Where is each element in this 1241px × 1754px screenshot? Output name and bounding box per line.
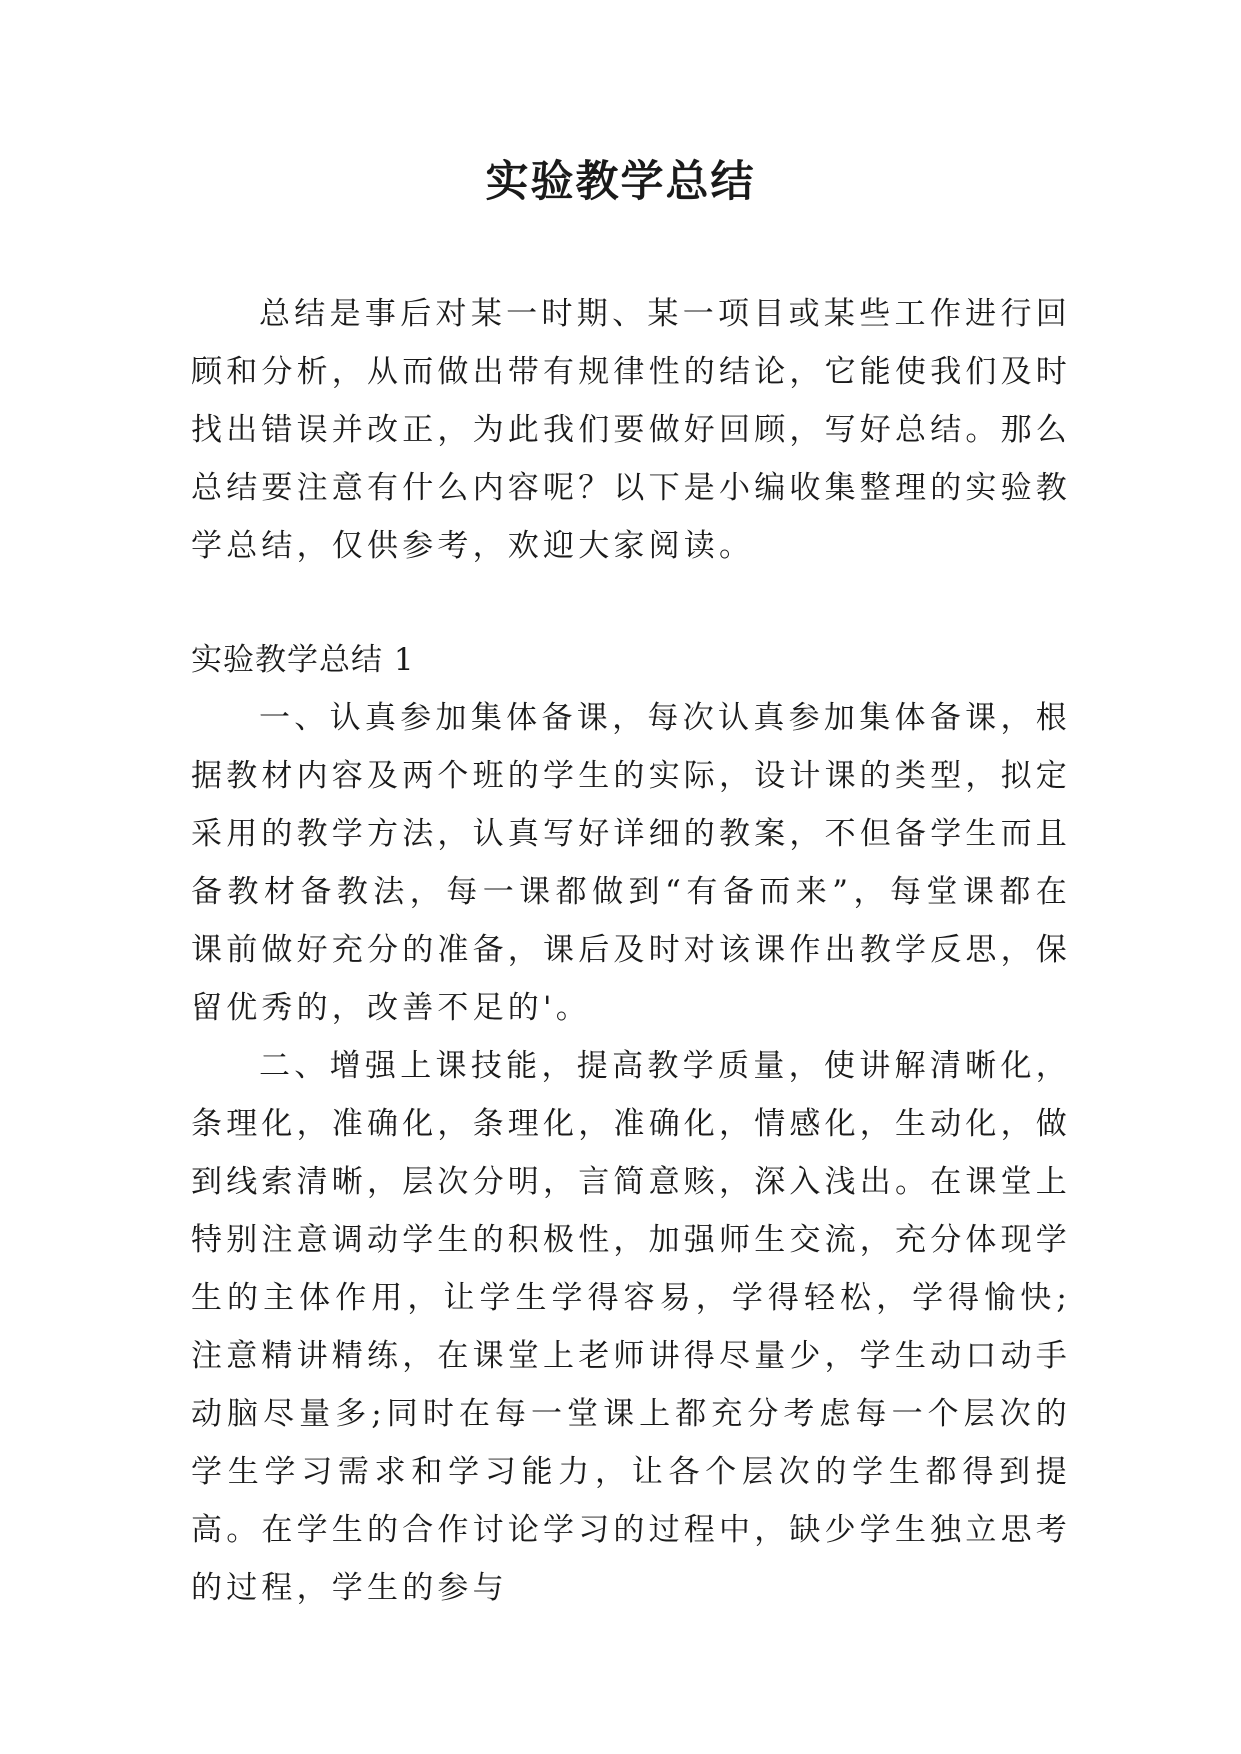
section-heading: 实验教学总结 1 — [191, 642, 415, 678]
intro-paragraph: 总结是事后对某一时期、某一项目或某些工作进行回顾和分析，从而做出带有规律性的结论，它能使我们及时找出错误并改正，为此我们要做好回顾，写好总结。那么总结要注意有什么内容呢？以下是小编收集整理的实验教学总结，仅供参考，欢迎大家阅读。 — [191, 296, 1071, 564]
section-paragraph-1: 一、认真参加集体备课，每次认真参加集体备课，根据教材内容及两个班的学生的实际，设计课的类型，拟定采用的教学方法，认真写好详细的教案，不但备学生而且备教材备教法，每一课都做到“有备而来”，每堂课都在课前做好充分的准备，课后及时对该课作出教学反思，保留优秀的，改善不足的'。 — [191, 700, 1071, 1026]
document-body — [191, 285, 1071, 1617]
section-paragraph-2: 二、增强上课技能，提高教学质量，使讲解清晰化，条理化，准确化，条理化，准确化，情感化，生动化，做到线索清晰，层次分明，言简意赅，深入浅出。在课堂上特别注意调动学生的积极性，加强师生交流，充分体现学生的主体作用，让学生学得容易，学得轻松，学得愉快;注意精讲精练，在课堂上老师讲得尽量少，学生动口动手动脑尽量多;同时在每一堂课上都充分考虑每一个层次的学生学习需求和学习能力，让各个层次的学生都得到提高。在学生的合作讨论学习的过程中，缺少学生独立思考的过程，学生的参与 — [191, 1048, 1071, 1606]
document-title: 实验教学总结 — [485, 157, 756, 207]
